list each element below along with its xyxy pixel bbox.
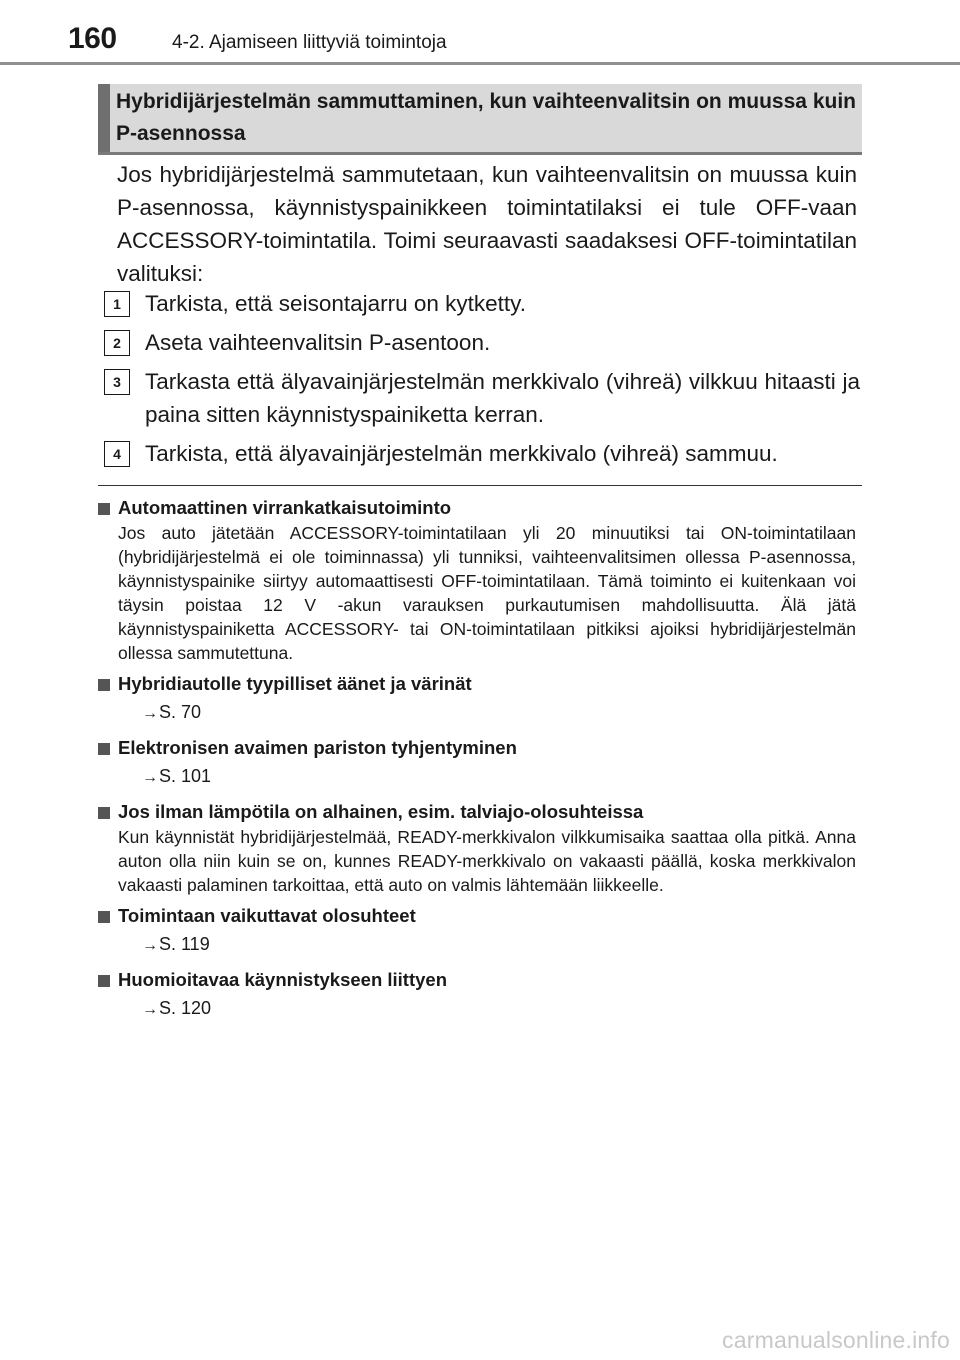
step-text: Tarkista, että älyavainjärjestelmän merkkivalo (vihreä) sammuu. bbox=[145, 441, 778, 466]
section-heading-box bbox=[98, 84, 862, 155]
step-item bbox=[104, 365, 860, 431]
step-item bbox=[104, 437, 860, 470]
notes-divider bbox=[98, 485, 862, 486]
note-title: Jos ilman lämpötila on alhainen, esim. talviajo-olosuhteissa bbox=[118, 801, 644, 822]
note-heading bbox=[98, 799, 856, 825]
page-number: 160 bbox=[68, 22, 117, 55]
note-heading bbox=[98, 671, 856, 697]
note-reference[interactable] bbox=[142, 697, 856, 729]
step-number: 1 bbox=[104, 291, 130, 317]
arrow-right-icon: → bbox=[142, 1001, 158, 1018]
note-title: Automaattinen virrankatkaisutoiminto bbox=[118, 497, 452, 518]
section-heading: Hybridijärjestelmän sammuttaminen, kun vaihteenvalitsin on muussa kuin P-asennossa bbox=[116, 90, 856, 145]
section-intro: Jos hybridijärjestelmä sammutetaan, kun vaihteenvalitsin on muussa kuin P-asennossa, käynnistyspainikkeen toimintatilaksi ei tule OFF-vaan ACCESSORY-toimintatila. Toimi seuraavasti saadaksesi OFF-toimintatilan valituksi: bbox=[117, 162, 857, 286]
square-bullet-icon bbox=[98, 679, 110, 691]
step-list bbox=[104, 287, 860, 476]
header-title: 4-2. Ajamiseen liittyviä toimintoja bbox=[172, 32, 447, 53]
note-body: Kun käynnistät hybridijärjestelmää, READY-merkkivalon vilkkumisaika saattaa olla pitkä. Anna auton olla niin kuin se on, kunnes READY-merkkivalo on vakaasti päällä, koska merkkivalon vakaasti palaminen tarkoittaa, että auto on valmis lähtemään liikkeelle. bbox=[118, 827, 856, 895]
square-bullet-icon bbox=[98, 975, 110, 987]
note-item bbox=[98, 735, 856, 793]
square-bullet-icon bbox=[98, 911, 110, 923]
note-item bbox=[98, 671, 856, 729]
note-item bbox=[98, 967, 856, 1025]
note-title: Huomioitavaa käynnistykseen liittyen bbox=[118, 969, 448, 990]
page-reference[interactable]: S. 120 bbox=[159, 998, 212, 1018]
note-heading bbox=[98, 967, 856, 993]
note-item bbox=[98, 495, 856, 665]
square-bullet-icon bbox=[98, 503, 110, 515]
note-item bbox=[98, 903, 856, 961]
step-text: Aseta vaihteenvalitsin P-asentoon. bbox=[145, 330, 491, 355]
step-text: Tarkasta että älyavainjärjestelmän merkkivalo (vihreä) vilkkuu hitaasti ja paina sitten käynnistyspainiketta kerran. bbox=[145, 369, 860, 427]
note-heading bbox=[98, 903, 856, 929]
header-rule bbox=[0, 62, 960, 65]
note-reference[interactable] bbox=[142, 761, 856, 793]
note-title: Toimintaan vaikuttavat olosuhteet bbox=[118, 905, 416, 926]
note-heading bbox=[98, 495, 856, 521]
note-title: Hybridiautolle tyypilliset äänet ja värinät bbox=[118, 673, 472, 694]
step-number: 3 bbox=[104, 369, 130, 395]
note-reference[interactable] bbox=[142, 993, 856, 1025]
page-reference[interactable]: S. 119 bbox=[159, 934, 210, 954]
step-number: 4 bbox=[104, 441, 130, 467]
page-reference[interactable]: S. 70 bbox=[159, 702, 202, 722]
note-title: Elektronisen avaimen pariston tyhjentyminen bbox=[118, 737, 517, 758]
note-heading bbox=[98, 735, 856, 761]
step-text: Tarkista, että seisontajarru on kytketty. bbox=[145, 291, 526, 316]
step-number: 2 bbox=[104, 330, 130, 356]
arrow-right-icon: → bbox=[142, 769, 158, 786]
note-item bbox=[98, 799, 856, 897]
step-item bbox=[104, 326, 860, 359]
square-bullet-icon bbox=[98, 807, 110, 819]
square-bullet-icon bbox=[98, 743, 110, 755]
note-body: Jos auto jätetään ACCESSORY-toimintatilaan yli 20 minuutiksi tai ON-toimintatilaan (hybridijärjestelmä ei ole toiminnassa) yli tunniksi, vaihteenvalitsimen ollessa P-asennossa, käynnistyspainike siirtyy automaattisesti OFF-toimintatilaan. Tämä toiminto ei kuitenkaan voi täysin poistaa 12 V -akun varauksen purkautumisen mahdollisuutta. Älä jätä käynnistyspainiketta ACCESSORY- tai ON-toimintatilaan pitkiksi ajoiksi hybridijärjestelmän ollessa sammutettuna. bbox=[118, 523, 856, 663]
watermark: carmanualsonline.info bbox=[722, 1327, 950, 1353]
section-heading-bar bbox=[98, 84, 110, 152]
arrow-right-icon: → bbox=[142, 937, 158, 954]
note-reference[interactable] bbox=[142, 929, 856, 961]
arrow-right-icon: → bbox=[142, 705, 158, 722]
step-item bbox=[104, 287, 860, 320]
page-reference[interactable]: S. 101 bbox=[159, 766, 212, 786]
notes-list bbox=[98, 495, 856, 1031]
